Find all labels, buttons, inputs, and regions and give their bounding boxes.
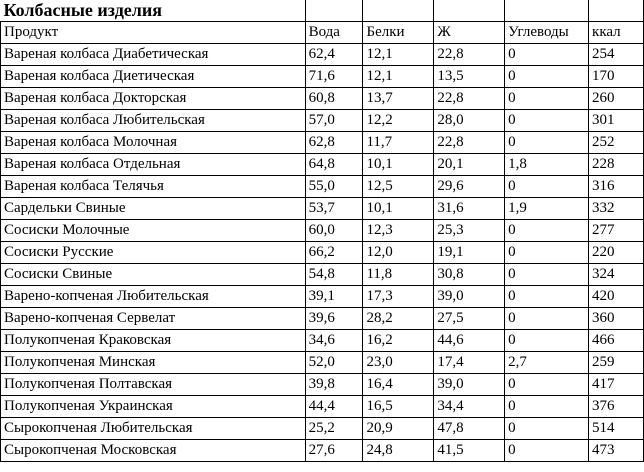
cell-fat[interactable]: 30,8	[434, 264, 505, 286]
cell-water[interactable]: 39,1	[305, 286, 363, 308]
cell-carbs[interactable]: 0	[505, 264, 589, 286]
cell-product[interactable]: Вареная колбаса Молочная	[1, 132, 306, 154]
cell-water[interactable]: 60,0	[305, 220, 363, 242]
cell-protein[interactable]: 10,1	[363, 198, 434, 220]
title-row	[1, 0, 644, 22]
cell-fat[interactable]: 39,0	[434, 374, 505, 396]
cell-kcal[interactable]: 254	[589, 44, 644, 66]
cell-product[interactable]: Полукопченая Краковская	[1, 330, 306, 352]
table-row	[1, 110, 644, 132]
cell-carbs[interactable]: 0	[505, 66, 589, 88]
cell-protein[interactable]: 12,2	[363, 110, 434, 132]
cell-carbs[interactable]: 0	[505, 330, 589, 352]
cell-fat[interactable]: 34,4	[434, 396, 505, 418]
header-product[interactable]: Продукт	[1, 22, 306, 44]
cell-product[interactable]: Сосиски Русские	[1, 242, 306, 264]
cell-protein[interactable]: 16,5	[363, 396, 434, 418]
cell-water[interactable]: 44,4	[305, 396, 363, 418]
header-row	[1, 22, 644, 44]
cell-carbs[interactable]: 0	[505, 132, 589, 154]
cell-carbs[interactable]: 0	[505, 418, 589, 440]
table-row	[1, 396, 644, 418]
table-row	[1, 176, 644, 198]
cell-kcal[interactable]: 420	[589, 286, 644, 308]
table-row	[1, 154, 644, 176]
table-row	[1, 440, 644, 462]
cell-fat[interactable]: 44,6	[434, 330, 505, 352]
cell-water[interactable]: 64,8	[305, 154, 363, 176]
cell-protein[interactable]: 23,0	[363, 352, 434, 374]
cell-protein[interactable]: 10,1	[363, 154, 434, 176]
header-protein[interactable]: Белки	[363, 22, 434, 44]
cell-kcal[interactable]: 324	[589, 264, 644, 286]
cell-product[interactable]: Сырокопченая Любительская	[1, 418, 306, 440]
cell-carbs[interactable]: 0	[505, 396, 589, 418]
cell-protein[interactable]: 16,2	[363, 330, 434, 352]
cell-water[interactable]: 25,2	[305, 418, 363, 440]
cell-product[interactable]: Сосиски Свиные	[1, 264, 306, 286]
cell-water[interactable]: 34,6	[305, 330, 363, 352]
cell-kcal[interactable]: 417	[589, 374, 644, 396]
header-carbs[interactable]: Углеводы	[505, 22, 589, 44]
cell-fat[interactable]: 20,1	[434, 154, 505, 176]
cell-carbs[interactable]: 0	[505, 440, 589, 462]
cell-water[interactable]: 57,0	[305, 110, 363, 132]
cell-fat[interactable]: 41,5	[434, 440, 505, 462]
cell-water[interactable]: 27,6	[305, 440, 363, 462]
cell-product[interactable]: Сосиски Молочные	[1, 220, 306, 242]
cell-carbs[interactable]: 0	[505, 176, 589, 198]
cell-fat[interactable]: 22,8	[434, 44, 505, 66]
cell-water[interactable]: 66,2	[305, 242, 363, 264]
cell-kcal[interactable]: 170	[589, 66, 644, 88]
cell-kcal[interactable]: 360	[589, 308, 644, 330]
cell-product[interactable]: Варено-копченая Сервелат	[1, 308, 306, 330]
cell-carbs[interactable]: 0	[505, 44, 589, 66]
cell-product[interactable]: Полукопченая Украинская	[1, 396, 306, 418]
cell-water[interactable]: 62,4	[305, 44, 363, 66]
cell-kcal[interactable]: 301	[589, 110, 644, 132]
table-row	[1, 286, 644, 308]
cell-fat[interactable]: 39,0	[434, 286, 505, 308]
table-row	[1, 66, 644, 88]
cell-product[interactable]: Вареная колбаса Телячья	[1, 176, 306, 198]
cell-product[interactable]: Вареная колбаса Докторская	[1, 88, 306, 110]
cell-protein[interactable]: 28,2	[363, 308, 434, 330]
cell-protein[interactable]: 12,1	[363, 66, 434, 88]
cell-product[interactable]: Сырокопченая Московская	[1, 440, 306, 462]
empty-cell[interactable]	[434, 0, 505, 22]
cell-fat[interactable]: 19,1	[434, 242, 505, 264]
cell-fat[interactable]: 22,8	[434, 88, 505, 110]
cell-water[interactable]: 71,6	[305, 66, 363, 88]
table-row	[1, 308, 644, 330]
cell-product[interactable]: Вареная колбаса Отдельная	[1, 154, 306, 176]
empty-cell[interactable]	[505, 0, 589, 22]
cell-carbs[interactable]: 0	[505, 308, 589, 330]
cell-product[interactable]: Полукопченая Минская	[1, 352, 306, 374]
table-row	[1, 352, 644, 374]
cell-water[interactable]: 60,8	[305, 88, 363, 110]
cell-kcal[interactable]: 277	[589, 220, 644, 242]
cell-protein[interactable]: 12,5	[363, 176, 434, 198]
cell-protein[interactable]: 11,8	[363, 264, 434, 286]
cell-fat[interactable]: 17,4	[434, 352, 505, 374]
table-row	[1, 198, 644, 220]
cell-product[interactable]: Сардельки Свиные	[1, 198, 306, 220]
table-row	[1, 330, 644, 352]
header-water[interactable]: Вода	[305, 22, 363, 44]
cell-water[interactable]: 62,8	[305, 132, 363, 154]
sheet-title: Колбасные изделия	[1, 0, 306, 22]
cell-protein[interactable]: 12,3	[363, 220, 434, 242]
cell-protein[interactable]: 17,3	[363, 286, 434, 308]
cell-carbs[interactable]: 1,8	[505, 154, 589, 176]
table-row	[1, 220, 644, 242]
table-row	[1, 88, 644, 110]
cell-kcal[interactable]: 252	[589, 132, 644, 154]
cell-carbs[interactable]: 0	[505, 220, 589, 242]
table-row	[1, 374, 644, 396]
cell-product[interactable]: Вареная колбаса Любительская	[1, 110, 306, 132]
cell-water[interactable]: 54,8	[305, 264, 363, 286]
table-row	[1, 242, 644, 264]
cell-fat[interactable]: 47,8	[434, 418, 505, 440]
table-row	[1, 264, 644, 286]
cell-carbs[interactable]: 0	[505, 242, 589, 264]
cell-kcal[interactable]: 259	[589, 352, 644, 374]
cell-water[interactable]: 39,8	[305, 374, 363, 396]
cell-water[interactable]: 39,6	[305, 308, 363, 330]
cell-kcal[interactable]: 220	[589, 242, 644, 264]
cell-protein[interactable]: 20,9	[363, 418, 434, 440]
cell-protein[interactable]: 16,4	[363, 374, 434, 396]
cell-kcal[interactable]: 376	[589, 396, 644, 418]
cell-kcal[interactable]: 332	[589, 198, 644, 220]
cell-protein[interactable]: 12,0	[363, 242, 434, 264]
cell-water[interactable]: 52,0	[305, 352, 363, 374]
cell-kcal[interactable]: 260	[589, 88, 644, 110]
cell-carbs[interactable]: 1,9	[505, 198, 589, 220]
cell-water[interactable]: 53,7	[305, 198, 363, 220]
empty-cell[interactable]	[363, 0, 434, 22]
cell-kcal[interactable]: 228	[589, 154, 644, 176]
table-row	[1, 132, 644, 154]
cell-protein[interactable]: 24,8	[363, 440, 434, 462]
cell-fat[interactable]: 29,6	[434, 176, 505, 198]
cell-fat[interactable]: 13,5	[434, 66, 505, 88]
cell-carbs[interactable]: 0	[505, 110, 589, 132]
cell-carbs[interactable]: 0	[505, 88, 589, 110]
table-row	[1, 44, 644, 66]
cell-product[interactable]: Полукопченая Полтавская	[1, 374, 306, 396]
cell-fat[interactable]: 25,3	[434, 220, 505, 242]
table-row	[1, 418, 644, 440]
cell-kcal[interactable]: 466	[589, 330, 644, 352]
header-kcal[interactable]: ккал	[589, 22, 644, 44]
cell-product[interactable]: Варено-копченая Любительская	[1, 286, 306, 308]
cell-fat[interactable]: 31,6	[434, 198, 505, 220]
cell-fat[interactable]: 22,8	[434, 132, 505, 154]
empty-cell[interactable]	[305, 0, 363, 22]
cell-carbs[interactable]: 0	[505, 286, 589, 308]
cell-carbs[interactable]: 2,7	[505, 352, 589, 374]
cell-protein[interactable]: 12,1	[363, 44, 434, 66]
cell-water[interactable]: 55,0	[305, 176, 363, 198]
empty-cell[interactable]	[589, 0, 644, 22]
cell-fat[interactable]: 27,5	[434, 308, 505, 330]
cell-kcal[interactable]: 316	[589, 176, 644, 198]
cell-kcal[interactable]: 473	[589, 440, 644, 462]
cell-carbs[interactable]: 0	[505, 374, 589, 396]
cell-product[interactable]: Вареная колбаса Диабетическая	[1, 44, 306, 66]
cell-protein[interactable]: 11,7	[363, 132, 434, 154]
cell-fat[interactable]: 28,0	[434, 110, 505, 132]
cell-protein[interactable]: 13,7	[363, 88, 434, 110]
header-fat[interactable]: Ж	[434, 22, 505, 44]
cell-product[interactable]: Вареная колбаса Диетическая	[1, 66, 306, 88]
cell-kcal[interactable]: 514	[589, 418, 644, 440]
